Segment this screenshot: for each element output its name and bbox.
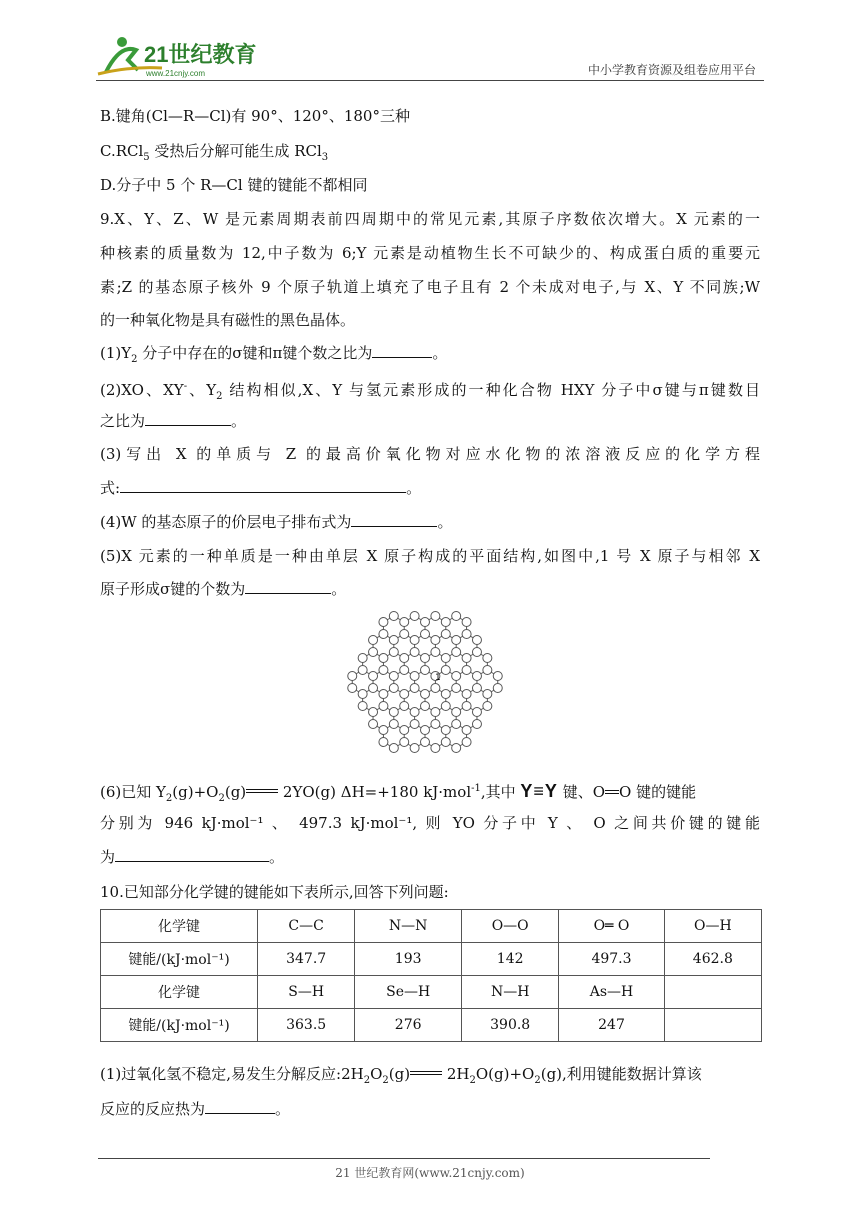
table-row xyxy=(101,910,762,943)
q9-intro-line-1: 9.X、Y、Z、W 是元素周期表前四周期中的常见元素,其原子序数依次增大。X 元素的一 xyxy=(100,210,760,228)
atom-circle xyxy=(421,618,430,627)
table-row xyxy=(101,943,762,976)
atom-circle xyxy=(462,690,471,699)
atom-circle xyxy=(400,702,409,711)
q9-part-2-line-2: 之比为 。 xyxy=(100,412,247,430)
atom-circle xyxy=(483,666,492,675)
table-cell: 193 xyxy=(355,943,462,976)
atom-circle xyxy=(452,648,461,657)
atom-circle xyxy=(452,636,461,645)
atom-circle xyxy=(369,720,378,729)
footer-divider xyxy=(98,1158,710,1159)
table-cell: 键能/(kJ·mol⁻¹) xyxy=(101,943,258,976)
atom-circle xyxy=(389,720,398,729)
atom-circle xyxy=(441,618,450,627)
atom-circle xyxy=(379,738,388,747)
atom-circle xyxy=(472,648,481,657)
atom-circle xyxy=(441,690,450,699)
atom-circle xyxy=(452,744,461,753)
atom-circle xyxy=(389,612,398,621)
table-cell xyxy=(664,1009,761,1042)
atom-circle xyxy=(410,708,419,717)
table-cell: S—H xyxy=(258,976,355,1009)
header-platform-text: 中小学教育资源及组卷应用平台 xyxy=(587,63,756,77)
table-cell: N—H xyxy=(462,976,559,1009)
atom-circle xyxy=(493,672,502,681)
q9-intro-line-3: 素;Z 的基态原子核外 9 个原子轨道上填充了电子且有 2 个未成对电子,与 X、Y 不同族;W xyxy=(100,278,760,296)
atom-circle xyxy=(431,636,440,645)
atom-circle xyxy=(369,672,378,681)
table-cell: O—H xyxy=(664,910,761,943)
atom-circle xyxy=(421,630,430,639)
answer-blank[interactable] xyxy=(145,411,231,426)
q9-part-1: $(1)Y_2$ 分子中存在的σ键和π键个数之比为 。 xyxy=(100,344,448,365)
atom-circle xyxy=(410,648,419,657)
table-cell: 497.3 xyxy=(559,943,664,976)
atom-circle xyxy=(452,612,461,621)
atom-circle xyxy=(410,636,419,645)
table-cell: Se—H xyxy=(355,976,462,1009)
atom-circle xyxy=(358,666,367,675)
answer-blank[interactable] xyxy=(372,343,432,358)
atom-circle xyxy=(431,708,440,717)
q9-part-3-line-1: (3)写出 X 的单质与 Z 的最高价氧化物对应水化物的浓溶液反应的化学方程 xyxy=(100,445,760,463)
atom-circle xyxy=(348,672,357,681)
atom-circle xyxy=(421,702,430,711)
atom-circle xyxy=(472,684,481,693)
atom-circle xyxy=(462,726,471,735)
site-logo xyxy=(92,30,262,82)
q9-part-6-line-1: (6)已知 $Y_2(g)+O_2(g)$ 2YO(g) ΔH=+180 kJ·mol$^{-1}$,其中 Y≡Y 键、O O 键的键能 xyxy=(100,781,697,804)
table-cell: O═ O xyxy=(559,910,664,943)
atom-circle xyxy=(431,744,440,753)
atom-circle xyxy=(431,612,440,621)
atom-circle xyxy=(441,654,450,663)
atom-circle xyxy=(431,720,440,729)
q9-part-6-line-3: 为 。 xyxy=(100,848,285,866)
atom-circle xyxy=(358,654,367,663)
header-divider xyxy=(96,80,764,81)
triple-bond-label: Y≡Y xyxy=(520,781,558,801)
atom-circle xyxy=(400,738,409,747)
atom-circle xyxy=(400,618,409,627)
table-cell: 247 xyxy=(559,1009,664,1042)
atom-circle xyxy=(410,684,419,693)
atom-circle xyxy=(452,684,461,693)
q9-part-5-line-1: (5)X 元素的一种单质是一种由单层 X 原子构成的平面结构,如图中,1 号 X 原子与相邻 X xyxy=(100,547,760,565)
answer-blank[interactable] xyxy=(245,579,331,594)
atom-circle xyxy=(462,618,471,627)
atom-circle xyxy=(379,666,388,675)
table-cell: C—C xyxy=(258,910,355,943)
q9-part-5-line-2: 原子形成σ键的个数为 。 xyxy=(100,580,347,598)
q10-intro: 10.已知部分化学键的键能如下表所示,回答下列问题: xyxy=(100,883,449,901)
atom-circle xyxy=(441,738,450,747)
atom-circle xyxy=(493,684,502,693)
atom-circle xyxy=(358,690,367,699)
q8-option-d: D.分子中 5 个 R—Cl 键的键能不都相同 xyxy=(100,176,368,194)
atom-circle xyxy=(472,720,481,729)
atom-circle xyxy=(389,708,398,717)
q10-part-1-line-1: (1)过氧化氢不稳定,易发生分解反应$:2H_2O_2(g)$ $2H_2O(g)+O_2(g)$,利用键能数据计算该 xyxy=(100,1065,702,1086)
double-bond-icon xyxy=(605,788,619,798)
atom-circle xyxy=(441,702,450,711)
atom-circle xyxy=(421,726,430,735)
atom-circle xyxy=(400,654,409,663)
table-cell: N—N xyxy=(355,910,462,943)
atom-circle xyxy=(452,708,461,717)
atom-circle xyxy=(400,630,409,639)
atom-circle xyxy=(389,684,398,693)
bond-energy-table xyxy=(100,909,762,1042)
atom-circle xyxy=(410,672,419,681)
table-cell xyxy=(664,976,761,1009)
atom-circle xyxy=(441,666,450,675)
atom-circle xyxy=(389,648,398,657)
q9-part-3-line-2: 式: 。 xyxy=(100,479,422,497)
atom-circle xyxy=(400,666,409,675)
atom-circle xyxy=(483,702,492,711)
atom-circle xyxy=(348,684,357,693)
table-cell: 347.7 xyxy=(258,943,355,976)
atom-circle xyxy=(472,636,481,645)
q8-option-c: C.RCl$_5$ 受热后分解可能生成 RCl$_3$ xyxy=(100,142,329,163)
equals-sign-icon xyxy=(246,787,278,799)
graphene-figure xyxy=(340,606,510,758)
atom-circle xyxy=(369,636,378,645)
table-cell: 键能/(kJ·mol⁻¹) xyxy=(101,1009,258,1042)
atom-1-label: 1 xyxy=(435,673,441,683)
table-cell: 142 xyxy=(462,943,559,976)
footer-text: 21 世纪教育网(www.21cnjy.com) xyxy=(335,1166,525,1180)
table-cell: As—H xyxy=(559,976,664,1009)
atom-circle xyxy=(472,672,481,681)
q9-part-4: (4)W 的基态原子的价层电子排布式为 。 xyxy=(100,513,453,531)
atom-circle xyxy=(421,690,430,699)
atom-circle xyxy=(379,726,388,735)
q10-part-1-line-2: 反应的反应热为 。 xyxy=(100,1100,291,1118)
table-cell: O—O xyxy=(462,910,559,943)
atom-circle xyxy=(462,630,471,639)
table-cell: 化学键 xyxy=(101,976,258,1009)
answer-blank[interactable] xyxy=(205,1099,275,1114)
atom-circle xyxy=(410,720,419,729)
atom-circle xyxy=(369,648,378,657)
atom-circle xyxy=(389,744,398,753)
atom-circle xyxy=(441,726,450,735)
answer-blank[interactable] xyxy=(351,512,437,527)
answer-blank[interactable] xyxy=(115,847,269,862)
atom-circle xyxy=(431,684,440,693)
atom-circle xyxy=(452,672,461,681)
logo-text: 21世纪教育 xyxy=(144,42,257,67)
atom-circle xyxy=(400,726,409,735)
table-row xyxy=(101,976,762,1009)
q9-intro-line-2: 种核素的质量数为 12,中子数为 6;Y 元素是动植物生长不可缺少的、构成蛋白质的重要元 xyxy=(100,244,760,262)
atom-circle xyxy=(462,654,471,663)
table-cell: 462.8 xyxy=(664,943,761,976)
atom-circle xyxy=(379,618,388,627)
atom-circle xyxy=(462,702,471,711)
q9-part-6-line-2: 分别为 946 kJ·mol⁻¹ 、 497.3 kJ·mol⁻¹, 则 YO 分子中 Y 、 O 之间共价键的键能 xyxy=(100,814,760,832)
atom-circle xyxy=(483,690,492,699)
atom-circle xyxy=(369,684,378,693)
equals-sign-icon xyxy=(410,1069,442,1081)
atom-circle xyxy=(389,672,398,681)
atom-circle xyxy=(462,738,471,747)
logo-url: www.21cnjy.com xyxy=(146,69,205,78)
atom-circle xyxy=(421,654,430,663)
atom-circle xyxy=(421,666,430,675)
q9-intro-line-4: 的一种氧化物是具有磁性的黑色晶体。 xyxy=(100,311,356,329)
atom-circle xyxy=(379,630,388,639)
table-cell: 化学键 xyxy=(101,910,258,943)
atom-circle xyxy=(358,702,367,711)
atom-circle xyxy=(410,612,419,621)
atom-circle xyxy=(379,654,388,663)
q8-option-b: B.键角(Cl—R—Cl)有 90°、120°、180°三种 xyxy=(100,107,410,125)
atom-circle xyxy=(441,630,450,639)
table-cell: 363.5 xyxy=(258,1009,355,1042)
table-row xyxy=(101,1009,762,1042)
atom-circle xyxy=(462,666,471,675)
table-cell: 390.8 xyxy=(462,1009,559,1042)
atom-circle xyxy=(410,744,419,753)
atom-circle xyxy=(379,702,388,711)
q9-part-2-line-1: (2)XO、XY-、$Y_2$ 结构相似,X、Y 与氢元素形成的一种化合物 HXY 分子中σ键与π键数目 xyxy=(100,381,761,402)
atom-circle xyxy=(400,690,409,699)
atom-circle xyxy=(421,738,430,747)
atom-circle xyxy=(483,654,492,663)
table-cell: 276 xyxy=(355,1009,462,1042)
atom-circle xyxy=(431,648,440,657)
atom-circle xyxy=(472,708,481,717)
atom-circle xyxy=(369,708,378,717)
atom-circle xyxy=(379,690,388,699)
atom-circle xyxy=(389,636,398,645)
atom-circle xyxy=(452,720,461,729)
answer-blank[interactable] xyxy=(120,478,406,493)
